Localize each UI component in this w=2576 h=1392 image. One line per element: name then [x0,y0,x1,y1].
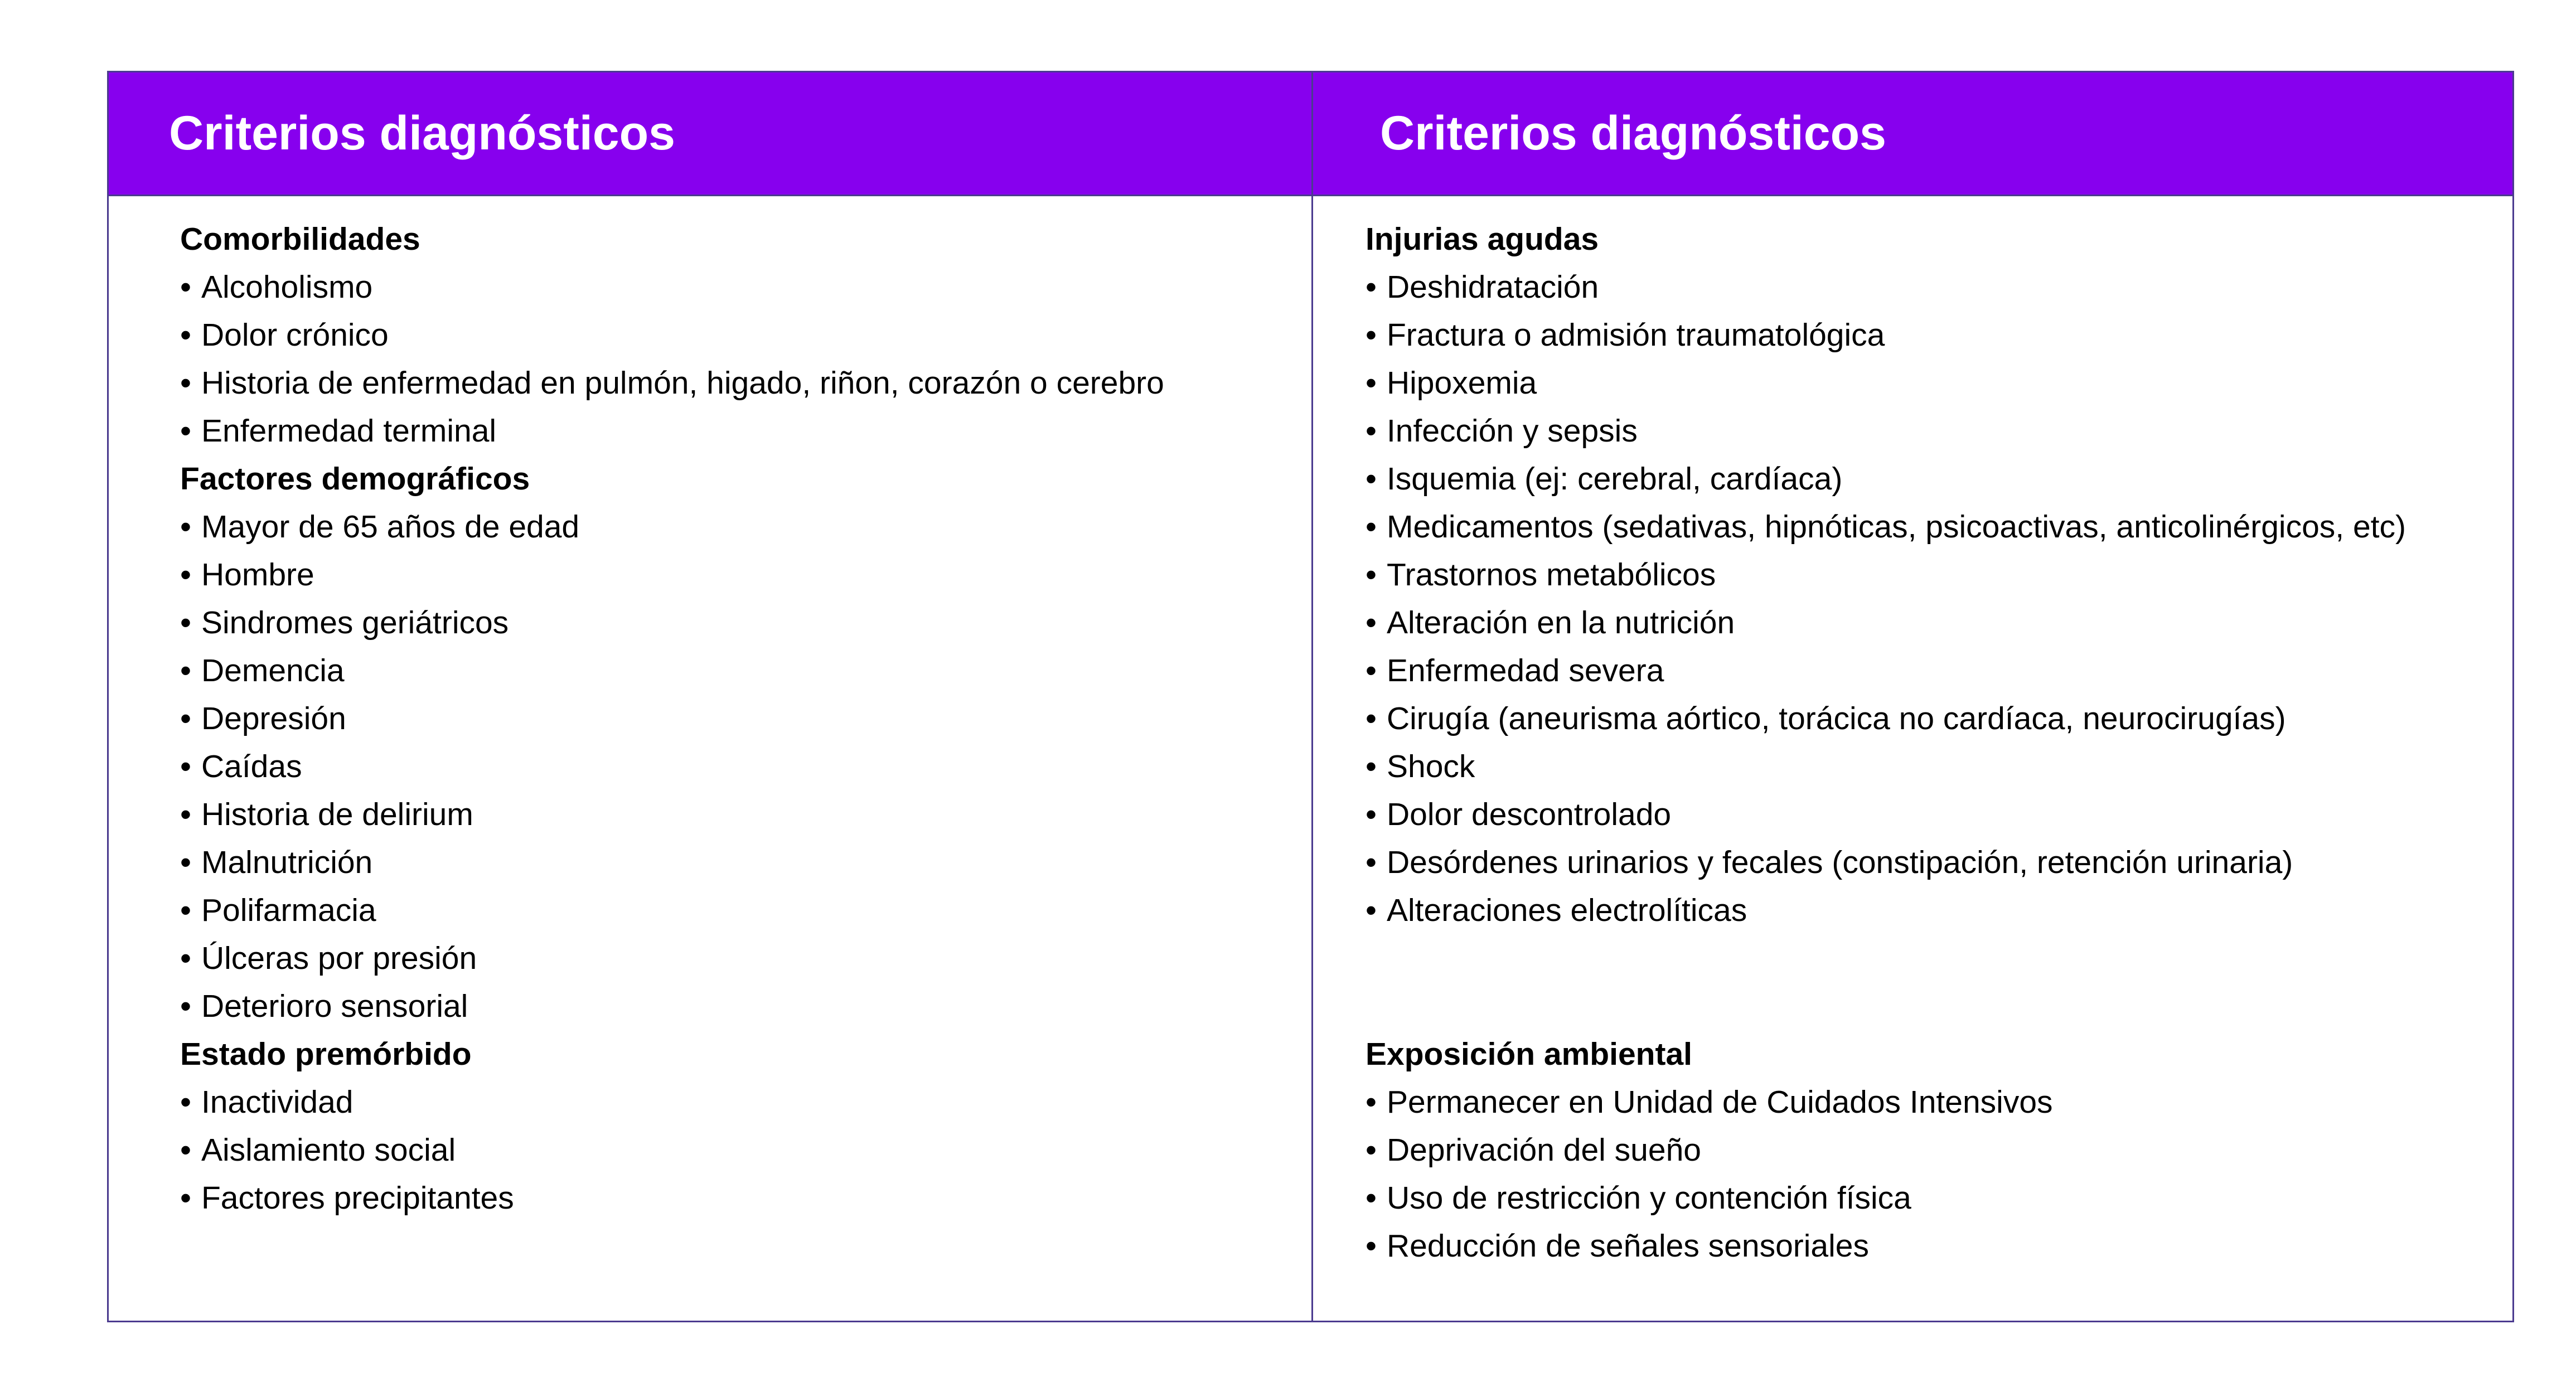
list-item [1366,503,2512,551]
list-item-text: Medicamentos (sedativas, hipnóticas, psicoactivas, anticolinérgicos, etc) [1386,509,2406,545]
section-title-estado-premorbido: Estado premórbido [180,1036,472,1072]
left-header [109,72,1311,196]
list-estado-premorbido [180,1078,1311,1222]
bullet-icon: • [1366,749,1377,784]
bullet-icon: • [1366,413,1377,449]
bullet-icon: • [1366,1180,1377,1216]
bullet-icon: • [180,893,191,928]
list-item-text: Reducción de señales sensoriales [1386,1228,1869,1264]
bullet-icon: • [180,269,191,305]
bullet-icon: • [180,988,191,1024]
section-title-exposicion-ambiental: Exposición ambiental [1366,1036,1692,1072]
list-item-text: Shock [1386,749,1475,784]
list-item [180,407,1311,455]
list-item-text: Depresión [201,701,346,736]
list-item [180,1126,1311,1174]
list-item [1366,359,2512,407]
bullet-icon: • [180,365,191,401]
list-item-text: Úlceras por presión [201,940,477,976]
list-item-text: Enfermedad terminal [201,413,497,449]
section-title-injurias-agudas: Injurias agudas [1366,221,1599,257]
list-item [180,503,1311,551]
list-item [1366,1078,2512,1126]
list-item [180,647,1311,695]
criteria-table [107,71,2514,1322]
bullet-icon: • [1366,845,1377,880]
list-item-text: Mayor de 65 años de edad [201,509,580,545]
bullet-icon: • [180,940,191,976]
list-item [180,838,1311,886]
list-item-text: Alcoholismo [201,269,373,305]
list-item [1366,886,2512,934]
left-column [109,72,1313,1321]
list-item [1366,263,2512,311]
section-spacer [1366,934,2512,1030]
list-item [180,743,1311,790]
list-item [1366,311,2512,359]
list-item [1366,455,2512,503]
list-comorbilidades [180,263,1311,455]
list-item-text: Factores precipitantes [201,1180,514,1216]
list-item [180,934,1311,982]
list-item-text: Infección y sepsis [1386,413,1638,449]
list-item-text: Polifarmacia [201,893,376,928]
list-item [1366,743,2512,790]
bullet-icon: • [180,317,191,353]
bullet-icon: • [1366,1228,1377,1264]
list-item-text: Uso de restricción y contención física [1386,1180,1911,1216]
list-item-text: Aislamiento social [201,1132,456,1168]
list-item [1366,1222,2512,1270]
list-item [1366,1126,2512,1174]
list-item-text: Alteración en la nutrición [1386,605,1735,641]
right-column [1313,72,2512,1321]
bullet-icon: • [180,749,191,784]
list-item-text: Inactividad [201,1084,354,1120]
list-item-text: Dolor descontrolado [1386,797,1672,832]
list-item [1366,1174,2512,1222]
bullet-icon: • [1366,893,1377,928]
list-factores-demograficos [180,503,1311,1030]
section-title-comorbilidades: Comorbilidades [180,221,420,257]
bullet-icon: • [180,509,191,545]
list-item-text: Trastornos metabólicos [1386,557,1716,593]
bullet-icon: • [1366,797,1377,832]
bullet-icon: • [1366,1132,1377,1168]
list-item-text: Historia de delirium [201,797,473,832]
list-item-text: Sindromes geriátricos [201,605,509,641]
bullet-icon: • [1366,557,1377,593]
left-body [109,196,1311,1222]
list-item [1366,407,2512,455]
bullet-icon: • [1366,461,1377,497]
list-item-text: Caídas [201,749,302,784]
section-title-factores-demograficos: Factores demográficos [180,461,530,497]
list-item [1366,838,2512,886]
bullet-icon: • [180,797,191,832]
list-item-text: Fractura o admisión traumatológica [1386,317,1885,353]
list-item-text: Permanecer en Unidad de Cuidados Intensivos [1386,1084,2053,1120]
list-item-text: Hipoxemia [1386,365,1537,401]
list-item [180,1078,1311,1126]
bullet-icon: • [180,1180,191,1216]
list-item-text: Enfermedad severa [1386,653,1664,688]
bullet-icon: • [1366,701,1377,736]
list-injurias-agudas [1366,263,2512,934]
bullet-icon: • [1366,365,1377,401]
list-item [1366,551,2512,599]
list-exposicion-ambiental [1366,1078,2512,1270]
list-item-text: Cirugía (aneurisma aórtico, torácica no cardíaca, neurocirugías) [1386,701,2286,736]
bullet-icon: • [1366,1084,1377,1120]
left-header-title: Criterios diagnósticos [169,106,675,160]
list-item-text: Alteraciones electrolíticas [1386,893,1747,928]
list-item [1366,647,2512,695]
bullet-icon: • [180,653,191,688]
list-item [180,599,1311,647]
list-item-text: Historia de enfermedad en pulmón, higado, riñon, corazón o cerebro [201,365,1164,401]
list-item [1366,599,2512,647]
list-item [180,790,1311,838]
list-item [180,886,1311,934]
list-item-text: Isquemia (ej: cerebral, cardíaca) [1386,461,1843,497]
list-item-text: Deshidratación [1386,269,1599,305]
list-item-text: Desórdenes urinarios y fecales (constipación, retención urinaria) [1386,845,2293,880]
bullet-icon: • [1366,605,1377,641]
list-item [180,695,1311,743]
list-item [180,1174,1311,1222]
bullet-icon: • [1366,509,1377,545]
list-item [180,359,1311,407]
list-item-text: Dolor crónico [201,317,389,353]
list-item-text: Deterioro sensorial [201,988,468,1024]
list-item-text: Demencia [201,653,345,688]
right-header-title: Criterios diagnósticos [1380,106,1886,160]
right-header [1313,72,2512,196]
bullet-icon: • [1366,269,1377,305]
bullet-icon: • [180,413,191,449]
bullet-icon: • [1366,653,1377,688]
list-item [1366,790,2512,838]
bullet-icon: • [180,1132,191,1168]
list-item [1366,695,2512,743]
bullet-icon: • [180,1084,191,1120]
list-item [180,311,1311,359]
list-item-text: Malnutrición [201,845,373,880]
list-item-text: Hombre [201,557,314,593]
list-item [180,551,1311,599]
bullet-icon: • [180,557,191,593]
bullet-icon: • [180,605,191,641]
list-item [180,982,1311,1030]
right-body [1313,196,2512,1270]
list-item-text: Deprivación del sueño [1386,1132,1701,1168]
bullet-icon: • [180,701,191,736]
list-item [180,263,1311,311]
bullet-icon: • [1366,317,1377,353]
bullet-icon: • [180,845,191,880]
